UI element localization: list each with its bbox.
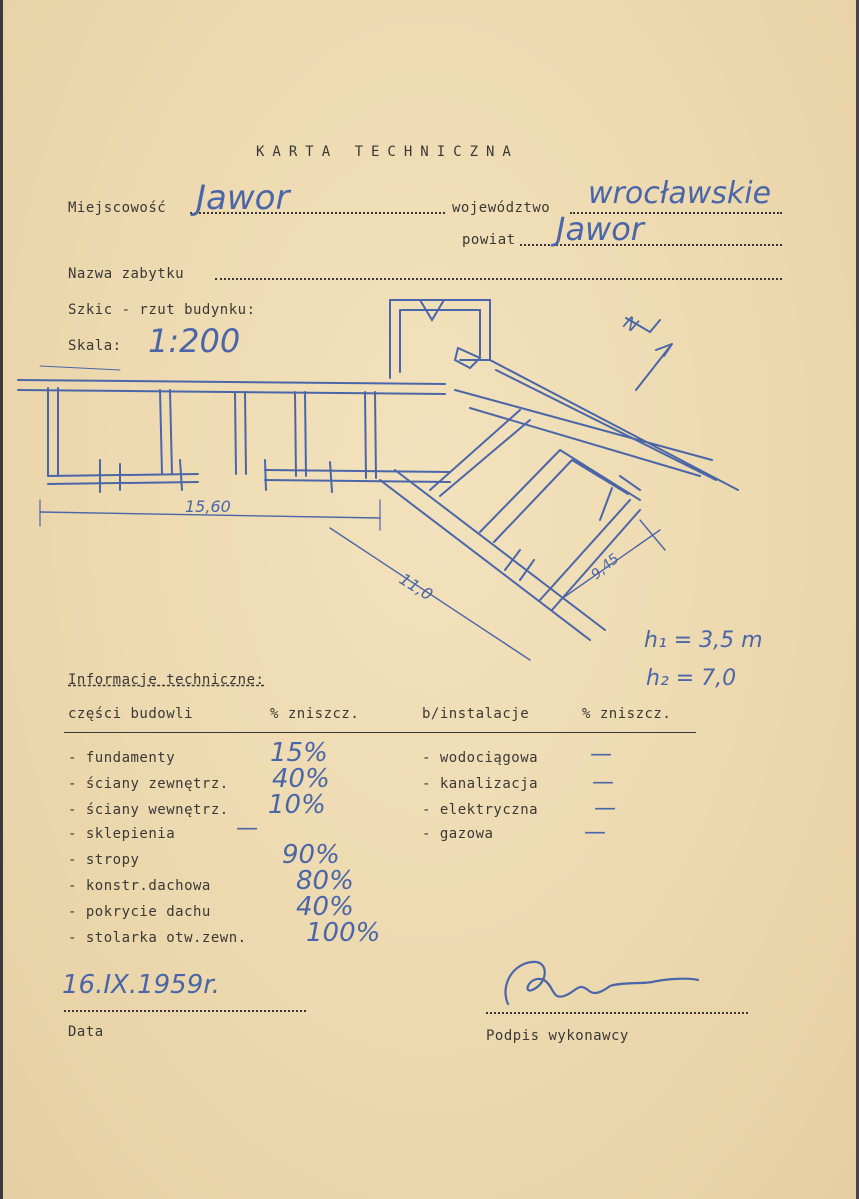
szkic-label: Szkic - rzut budynku: bbox=[68, 302, 256, 318]
row-a-value: 100% bbox=[306, 918, 381, 948]
info-heading: Informacje techniczne: bbox=[68, 672, 265, 688]
row-b-value: — bbox=[590, 742, 612, 767]
row-b-value: — bbox=[584, 820, 606, 845]
miejscowosc-label: Miejscowość bbox=[68, 200, 167, 216]
date-dots bbox=[64, 1010, 306, 1012]
skala-label: Skala: bbox=[68, 338, 122, 354]
col-b-pct-header: % zniszcz. bbox=[582, 706, 672, 722]
row-a-label: - fundamenty bbox=[68, 750, 176, 766]
row-a-label: - sklepienia bbox=[68, 826, 176, 842]
row-b-label: - gazowa bbox=[422, 826, 494, 842]
skala-value: 1:200 bbox=[148, 322, 241, 360]
row-a-value: 40% bbox=[272, 764, 330, 794]
row-a-value: 90% bbox=[282, 840, 340, 870]
date-label: Data bbox=[68, 1024, 104, 1040]
row-a-label: - stolarka otw.zewn. bbox=[68, 930, 247, 946]
plan-tower bbox=[390, 300, 490, 360]
col-b-header: b/instalacje bbox=[422, 706, 530, 722]
row-a-label: - pokrycie dachu bbox=[68, 904, 211, 920]
wojewodztwo-value: wrocławskie bbox=[588, 176, 772, 211]
col-a-header: części budowli bbox=[68, 706, 194, 722]
signature-image bbox=[492, 956, 712, 1012]
powiat-value: Jawor bbox=[556, 210, 644, 248]
row-a-value: 40% bbox=[296, 892, 354, 922]
row-a-label: - stropy bbox=[68, 852, 140, 868]
row-a-value: 10% bbox=[268, 790, 326, 820]
row-a-label: - ściany zewnętrz. bbox=[68, 776, 229, 792]
row-b-label: - kanalizacja bbox=[422, 776, 539, 792]
north-arrow-icon bbox=[636, 344, 672, 390]
plan-outer-wall-top bbox=[18, 380, 445, 394]
signature-dots bbox=[486, 1012, 748, 1014]
height-1: h₁ = 3,5 m bbox=[644, 628, 763, 653]
nazwa-zabytku-label: Nazwa zabytku bbox=[68, 266, 185, 282]
row-a-value: 15% bbox=[270, 738, 328, 768]
powiat-label: powiat bbox=[462, 232, 516, 248]
row-b-label: - elektryczna bbox=[422, 802, 539, 818]
row-b-value: — bbox=[594, 796, 616, 821]
document-title: KARTA TECHNICZNA bbox=[256, 144, 519, 160]
row-a-label: - konstr.dachowa bbox=[68, 878, 211, 894]
plan-outer-wall-bottom bbox=[265, 470, 450, 482]
dim-length-label: 15,60 bbox=[185, 497, 231, 516]
floor-plan-sketch bbox=[0, 280, 859, 680]
wojewodztwo-label: województwo bbox=[452, 200, 551, 216]
info-header-rule bbox=[64, 732, 696, 733]
signature-label: Podpis wykonawcy bbox=[486, 1028, 629, 1044]
height-2: h₂ = 7,0 bbox=[646, 666, 737, 691]
north-mark-label: N bbox=[619, 312, 642, 338]
dim-width-label: 9,45 bbox=[588, 550, 623, 584]
dim-wing-label: 11,0 bbox=[395, 569, 437, 605]
row-b-value: — bbox=[592, 770, 614, 795]
row-a-label: - ściany wewnętrz. bbox=[68, 802, 229, 818]
date-value: 16.IX.1959r. bbox=[62, 970, 220, 1000]
miejscowosc-value: Jawor bbox=[196, 178, 290, 218]
row-a-value: 80% bbox=[296, 866, 354, 896]
row-a-value: — bbox=[236, 816, 258, 841]
plan-angled-wall-inner bbox=[380, 470, 605, 640]
col-a-pct-header: % zniszcz. bbox=[270, 706, 360, 722]
row-b-label: - wodociągowa bbox=[422, 750, 539, 766]
